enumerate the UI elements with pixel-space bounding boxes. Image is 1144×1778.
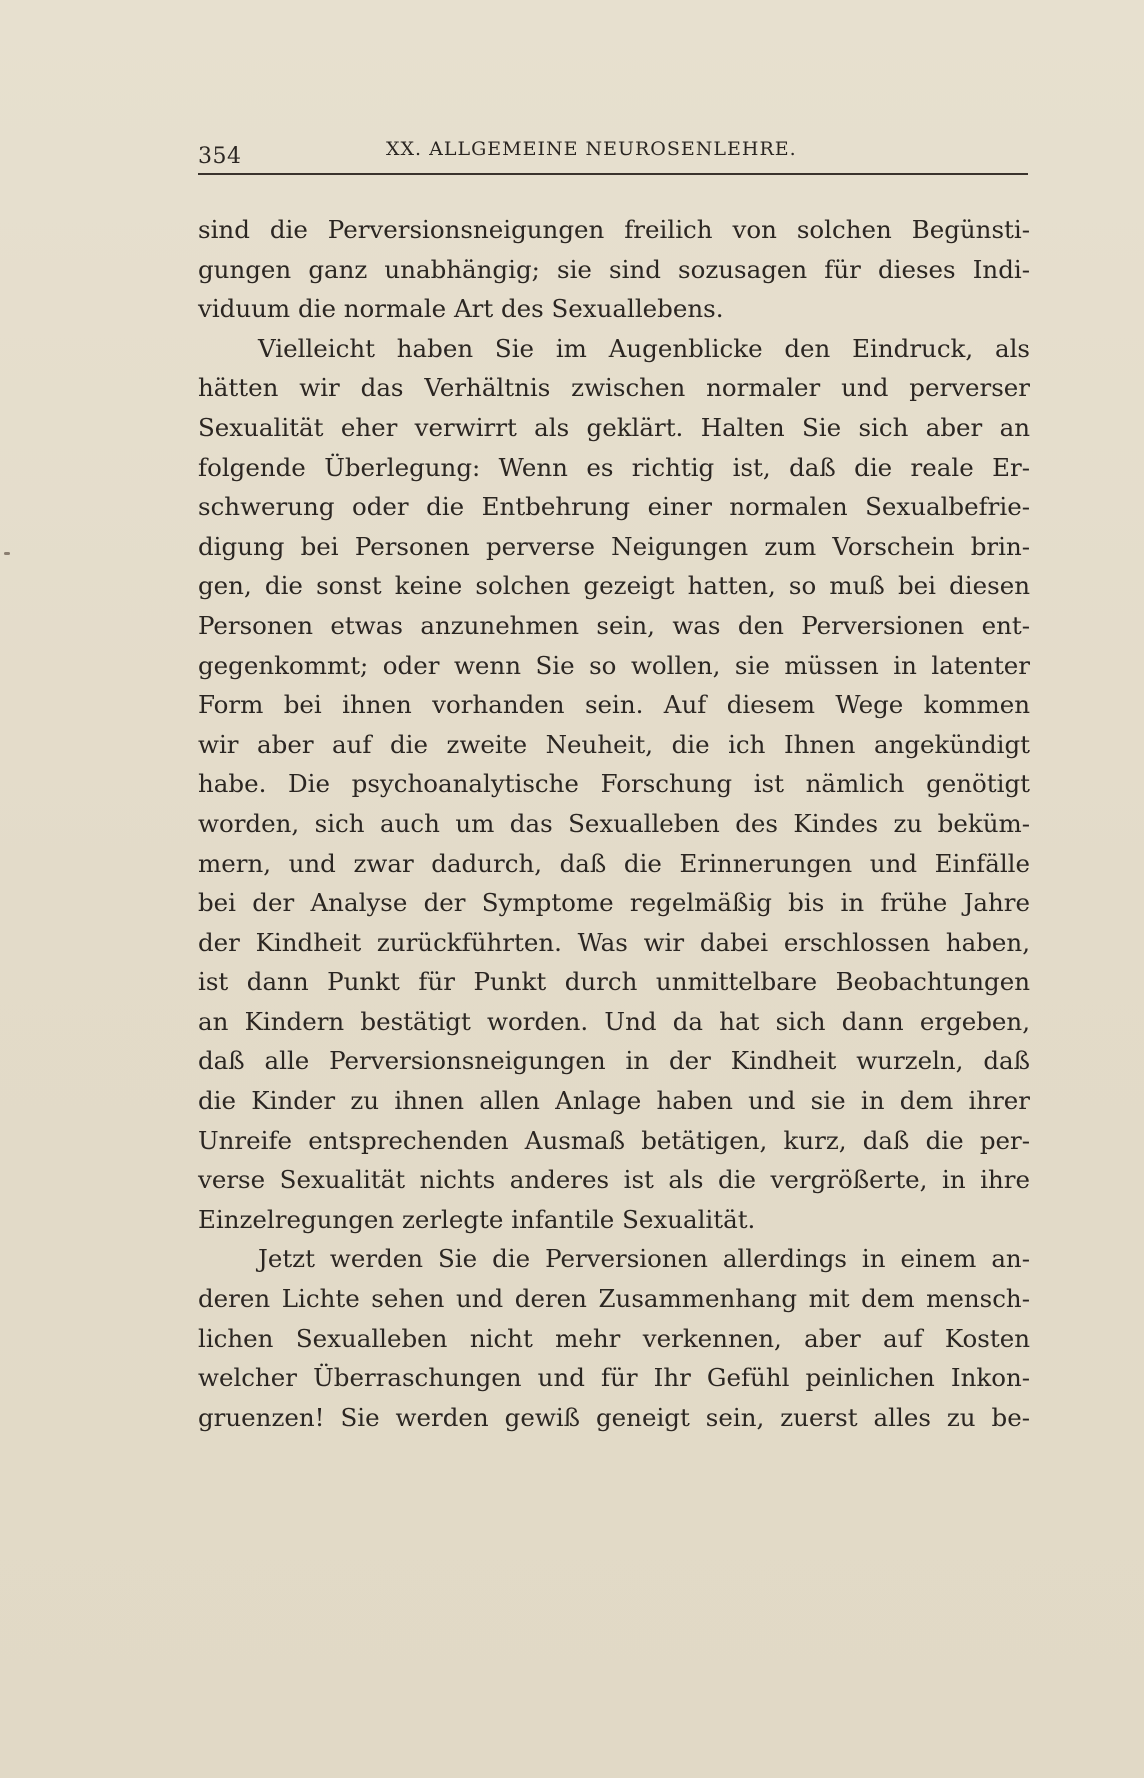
text-line: mern, und zwar dadurch, daß die Erinnerungen und Einfälle <box>198 848 1030 878</box>
header-rule <box>198 173 1028 175</box>
text-line: gegenkommt; oder wenn Sie so wollen, sie müssen in latenter <box>198 650 1030 680</box>
text-line: die Kinder zu ihnen allen Anlage haben und sie in dem ihrer <box>198 1086 1030 1116</box>
text-line: habe. Die psychoanalytische Forschung ist nämlich genötigt <box>198 769 1030 799</box>
text-line: schwerung oder die Entbehrung einer normalen Sexualbefrie- <box>198 492 1030 522</box>
text-line: sind die Perversionsneigungen freilich von solchen Begünsti- <box>198 215 1030 244</box>
text-line: verse Sexualität nichts anderes ist als die vergrößerte, in ihre <box>198 1165 1030 1195</box>
text-line: ist dann Punkt für Punkt durch unmittelbare Beobachtungen <box>198 967 1030 997</box>
text-line: gen, die sonst keine solchen gezeigt hatten, so muß bei diesen <box>198 571 1030 601</box>
text-line: Unreife entsprechenden Ausmaß betätigen, kurz, daß die per- <box>198 1125 1030 1155</box>
text-line: an Kindern bestätigt worden. Und da hat sich dann ergeben, <box>198 1006 1030 1036</box>
page-number: 354 <box>198 144 242 169</box>
page-header <box>198 138 1026 172</box>
text-line: digung bei Personen perverse Neigungen zum Vorschein brin- <box>198 531 1030 561</box>
text-line: daß alle Perversionsneigungen in der Kindheit wurzeln, daß <box>198 1046 1030 1076</box>
text-line: Form bei ihnen vorhanden sein. Auf diesem Wege kommen <box>198 690 1030 720</box>
text-line: welcher Überraschungen und für Ihr Gefühl peinlichen Inkon- <box>198 1363 1030 1393</box>
paper-speck <box>4 552 10 555</box>
text-line: folgende Überlegung: Wenn es richtig ist, daß die reale Er- <box>198 452 1030 482</box>
text-line: viduum die normale Art des Sexuallebens. <box>198 294 724 324</box>
text-line: Personen etwas anzunehmen sein, was den Perversionen ent- <box>198 610 1030 640</box>
text-line: gungen ganz unabhängig; sie sind sozusagen für dieses Indi- <box>198 254 1030 284</box>
text-line: der Kindheit zurückführten. Was wir dabei erschlossen haben, <box>198 927 1030 957</box>
text-line: lichen Sexualleben nicht mehr verkennen, aber auf Kosten <box>198 1323 1030 1353</box>
text-line: deren Lichte sehen und deren Zusammenhang mit dem mensch- <box>198 1284 1030 1314</box>
text-line: gruenzen! Sie werden gewiß geneigt sein, zuerst alles zu be- <box>198 1402 1030 1432</box>
text-line: Sexualität eher verwirrt als geklärt. Halten Sie sich aber an <box>198 412 1030 442</box>
text-line: Jetzt werden Sie die Perversionen allerdings in einem an- <box>258 1244 1030 1274</box>
text-line: bei der Analyse der Symptome regelmäßig bis in frühe Jahre <box>198 888 1030 918</box>
text-line: Einzelregungen zerlegte infantile Sexualität. <box>198 1204 756 1234</box>
text-line: worden, sich auch um das Sexualleben des Kindes zu beküm- <box>198 808 1030 838</box>
body-text <box>198 210 1030 1437</box>
running-head: XX. ALLGEMEINE NEUROSENLEHRE. <box>386 138 797 160</box>
text-line: hätten wir das Verhältnis zwischen normaler und perverser <box>198 373 1030 403</box>
text-line: Vielleicht haben Sie im Augenblicke den Eindruck, als <box>258 333 1030 363</box>
text-line: wir aber auf die zweite Neuheit, die ich Ihnen angekündigt <box>198 729 1030 759</box>
